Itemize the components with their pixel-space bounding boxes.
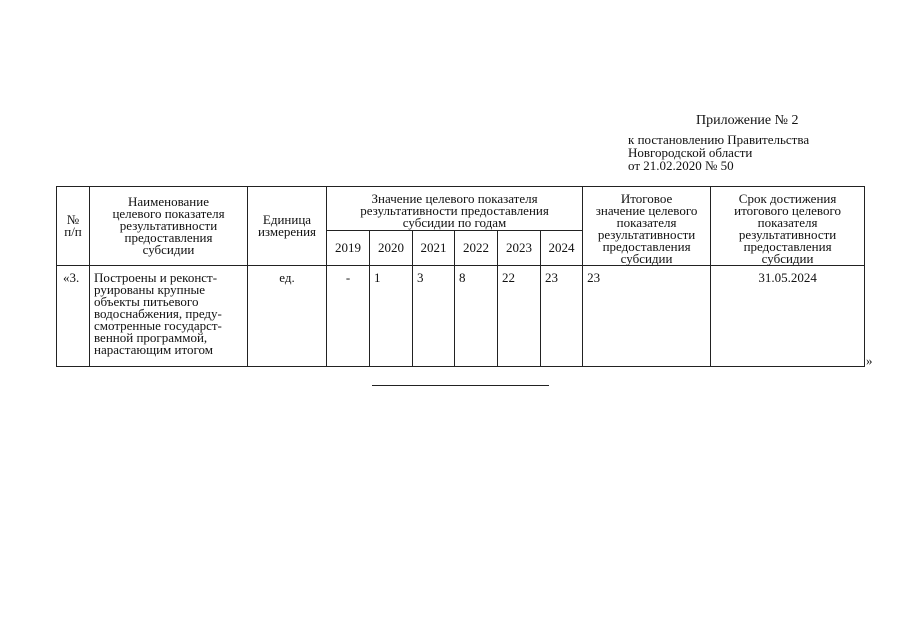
header-total-value: Итоговое значение целевого показателя результативности предоставления субсидии — [583, 187, 711, 266]
appendix-line: Новгородской области — [628, 145, 753, 160]
header-unit: Единица измерения — [248, 187, 327, 266]
row-value-2024: 23 — [541, 266, 583, 367]
year-header: 2020 — [370, 230, 413, 265]
row-value-2019: - — [327, 266, 370, 367]
closing-quote: » — [866, 353, 873, 368]
appendix-line: к постановлению Правительства — [628, 132, 810, 147]
appendix-line: от 21.02.2020 № 50 — [628, 158, 734, 173]
year-header: 2022 — [455, 230, 498, 265]
indicator-table — [56, 186, 865, 367]
header-values-by-year: Значение целевого показателя результативности предоставления субсидии по годам — [327, 187, 583, 231]
header-number: № п/п — [57, 187, 90, 266]
row-deadline: 31.05.2024 — [711, 266, 865, 367]
year-header: 2024 — [541, 230, 583, 265]
header-deadline: Срок достижения итогового целевого показателя результативности предоставления субсидии — [711, 187, 865, 266]
row-unit: ед. — [248, 266, 327, 367]
appendix-title: Приложение № 2 — [696, 113, 799, 128]
year-header: 2023 — [498, 230, 541, 265]
year-header: 2021 — [413, 230, 455, 265]
appendix-reference — [628, 133, 809, 172]
row-value-2022: 8 — [455, 266, 498, 367]
row-value-2023: 22 — [498, 266, 541, 367]
table-row — [57, 266, 865, 367]
row-indicator-name: Построены и реконст- руированы крупные объекты питьевого водоснабжения, преду- смотренные государст- венной программой, нарастающим итогом — [90, 266, 248, 367]
row-value-2020: 1 — [370, 266, 413, 367]
header-indicator-name: Наименование целевого показателя результативности предоставления субсидии — [90, 187, 248, 266]
row-number: «3. — [57, 266, 90, 367]
table-header-row — [57, 187, 865, 231]
year-header: 2019 — [327, 230, 370, 265]
row-total-value: 23 — [583, 266, 711, 367]
row-value-2021: 3 — [413, 266, 455, 367]
separator-line — [372, 385, 549, 386]
